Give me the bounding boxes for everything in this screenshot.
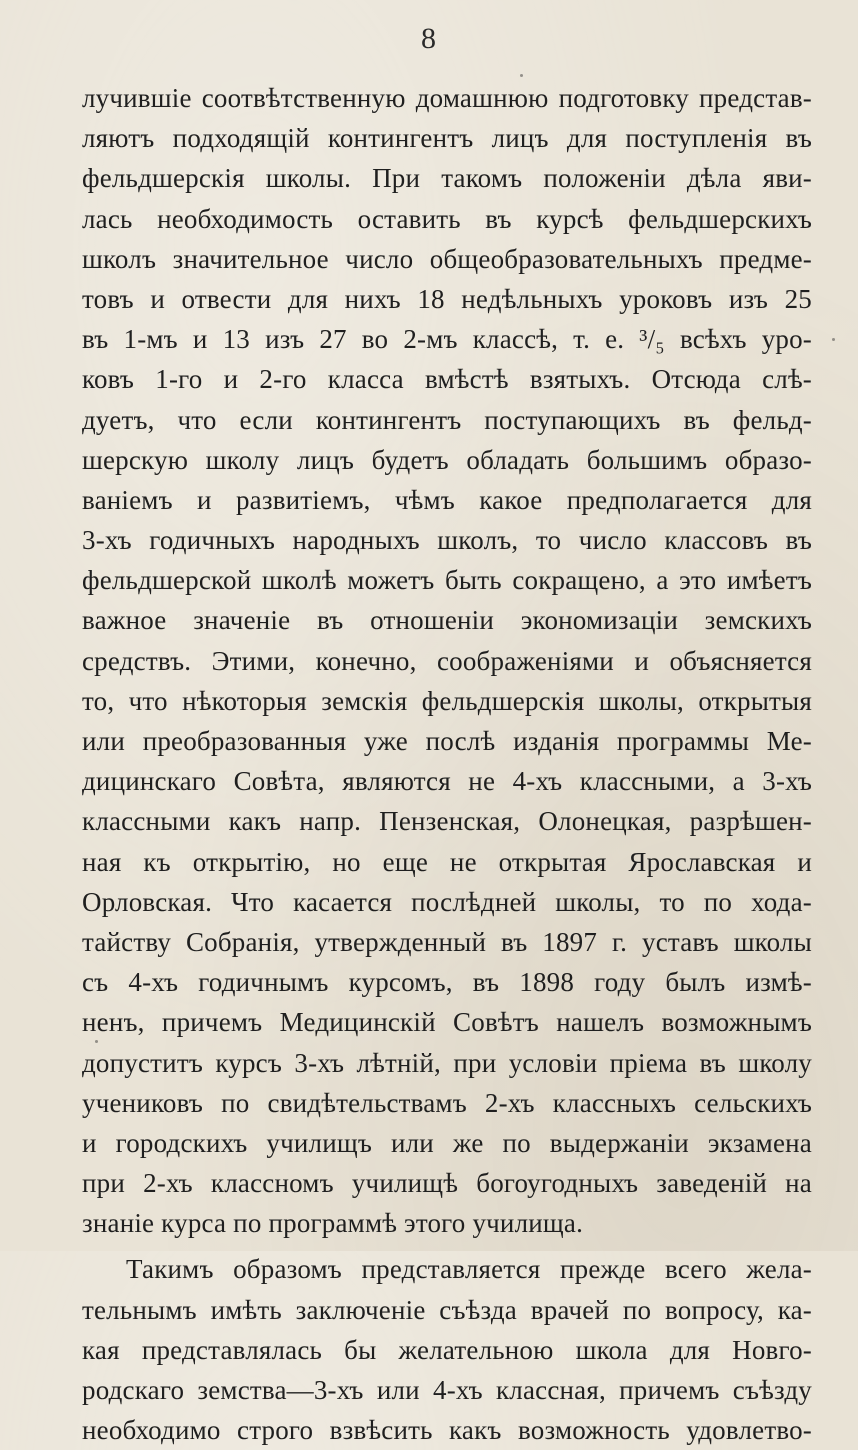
text-line: съ 4-хъ годичнымъ курсомъ, въ 1898 году былъ измѣ- xyxy=(82,967,812,998)
text-line: кая представлялась бы желательною школа для Новго- xyxy=(82,1334,812,1365)
text-line: дицинскаго Совѣта, являются не 4-хъ классными, а 3-хъ xyxy=(82,766,812,797)
text-line: допуститъ курсъ 3-хъ лѣтній, при условіи пріема въ школу xyxy=(82,1047,812,1078)
paragraph-2 xyxy=(82,1249,812,1450)
text-line: школъ значительное число общеобразовательныхъ предме- xyxy=(82,243,812,274)
text-line: фельдшерскія школы. При такомъ положеніи дѣла яви- xyxy=(82,163,812,194)
text-line: классными какъ напр. Пензенская, Олонецкая, разрѣшен- xyxy=(82,806,812,837)
text-line: и городскихъ училищъ или же по выдержаніи экзамена xyxy=(82,1127,812,1158)
text-line: шерскую школу лицъ будетъ обладать большимъ образо- xyxy=(82,444,812,475)
text-line: при 2-хъ классномъ училищѣ богоугодныхъ заведеній на xyxy=(82,1168,812,1199)
text-line: учениковъ по свидѣтельствамъ 2-хъ классныхъ сельскихъ xyxy=(82,1087,812,1118)
text-line: то, что нѣкоторыя земскія фельдшерскія школы, открытыя xyxy=(82,685,812,716)
paragraph-1 xyxy=(82,78,812,1243)
text-line: или преобразованныя уже послѣ изданія программы Ме- xyxy=(82,726,812,756)
text-line: Орловская. Что касается послѣдней школы, то по хода- xyxy=(82,886,812,917)
text-line: необходимо строго взвѣсить какъ возможность удовлетво- xyxy=(82,1415,812,1446)
text-line: важное значеніе въ отношеніи экономизаціи земскихъ xyxy=(82,605,812,636)
text-line: лась необходимость оставить въ курсѣ фельдшерскихъ xyxy=(82,203,812,234)
text-line: въ 1-мъ и 13 изъ 27 во 2-мъ классѣ, т. е. ³/₅ всѣхъ уро- xyxy=(82,324,812,355)
text-line: родскаго земства—3-хъ или 4-хъ классная, причемъ съѣзду xyxy=(82,1375,812,1405)
text-line: 3-хъ годичныхъ народныхъ школъ, то число классовъ въ xyxy=(82,525,812,556)
text-line: товъ и отвести для нихъ 18 недѣльныхъ уроковъ изъ 25 xyxy=(82,283,812,314)
text-line: лучившіе соотвѣтственную домашнюю подготовку представ- xyxy=(82,83,812,113)
text-line: ваніемъ и развитіемъ, чѣмъ какое предполагается для xyxy=(82,484,812,515)
body-text xyxy=(82,78,812,1450)
text-line: знаніе курса по программѣ этого училища. xyxy=(82,1208,584,1239)
text-line: ненъ, причемъ Медицинскій Совѣтъ нашелъ возможнымъ xyxy=(82,1007,812,1038)
text-line: тайству Собранія, утвержденный въ 1897 г. уставъ школы xyxy=(82,926,812,957)
paper-speck xyxy=(95,1040,98,1043)
text-line: средствъ. Этими, конечно, соображеніями и объясняется xyxy=(82,645,812,676)
text-line: тельнымъ имѣть заключеніе съѣзда врачей по вопросу, ка- xyxy=(82,1294,812,1325)
text-line: ная къ открытію, но еще не открытая Ярославская и xyxy=(82,846,812,877)
text-line: ковъ 1-го и 2-го класса вмѣстѣ взятыхъ. Отсюда слѣ- xyxy=(82,364,812,395)
paper-speck xyxy=(832,338,835,341)
text-line: дуетъ, что если контингентъ поступающихъ въ фельд- xyxy=(82,404,812,435)
paper-speck xyxy=(520,74,523,77)
page-number: 8 xyxy=(421,22,437,55)
text-line: ляютъ подходящій контингентъ лицъ для поступленія въ xyxy=(82,123,812,154)
text-line: фельдшерской школѣ можетъ быть сокращено, а это имѣетъ xyxy=(82,565,812,596)
text-line: Такимъ образомъ представляется прежде всего жела- xyxy=(126,1254,812,1285)
